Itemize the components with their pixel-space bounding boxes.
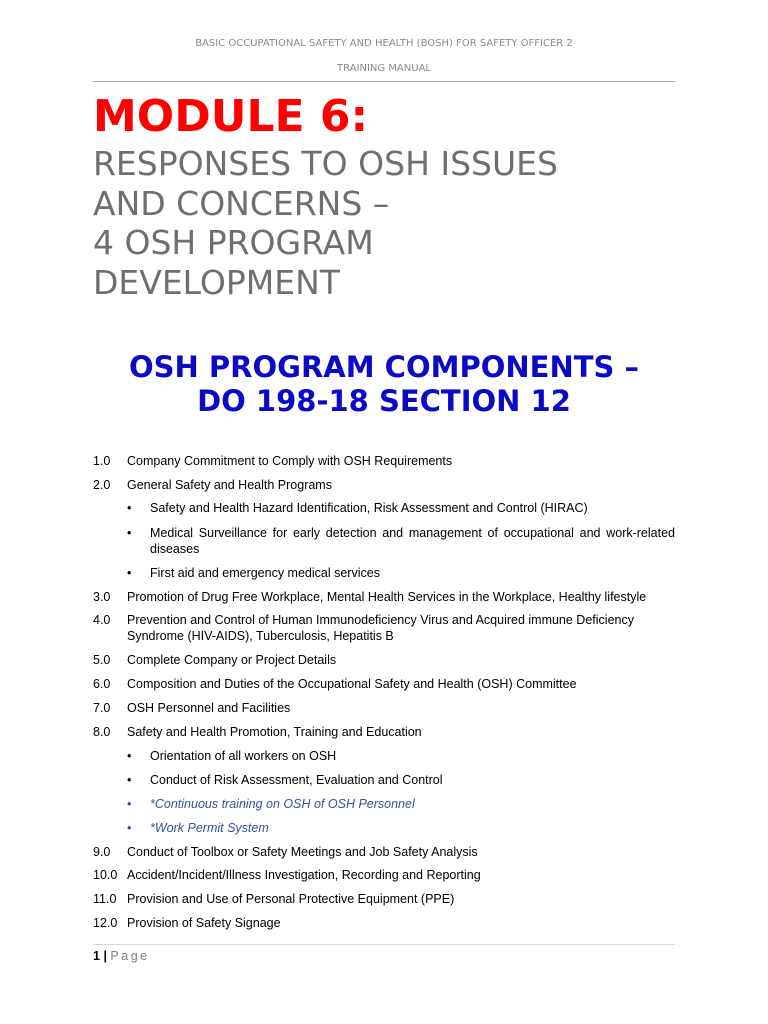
bullet-icon: • <box>127 821 132 835</box>
item-number: 10.0 <box>93 868 118 882</box>
item-number: 8.0 <box>93 725 111 739</box>
page-label: Page <box>110 949 150 963</box>
item-text: Provision and Use of Personal Protective Equipment (PPE) <box>127 892 455 906</box>
item-text: OSH Personnel and Facilities <box>127 701 291 715</box>
section-title <box>93 350 675 418</box>
module-subtitle-line: 4 OSH PROGRAM <box>93 223 374 262</box>
bullet-icon: • <box>127 773 132 787</box>
sub-item-text: First aid and emergency medical services <box>150 566 380 580</box>
sub-item-text: Safety and Health Hazard Identification, Risk Assessment and Control (HIRAC) <box>150 501 588 515</box>
sub-item-text: Medical Surveillance for early detection and management of occupational and work-related diseases <box>150 526 675 556</box>
sub-item-text: Conduct of Risk Assessment, Evaluation and Control <box>150 773 443 787</box>
item-number: 11.0 <box>93 892 117 906</box>
module-subtitle-line: DEVELOPMENT <box>93 262 340 302</box>
footer-separator: | <box>103 949 107 963</box>
page-footer <box>93 948 150 964</box>
item-text: Composition and Duties of the Occupational Safety and Health (OSH) Committee <box>127 677 577 691</box>
sub-item-text: *Continuous training on OSH of OSH Personnel <box>150 797 415 811</box>
sub-item-text: *Work Permit System <box>150 821 269 835</box>
module-subtitle-line: AND CONCERNS – <box>93 183 390 223</box>
section-title-line: DO 198-18 SECTION 12 <box>197 384 571 418</box>
item-text: Prevention and Control of Human Immunodeficiency Virus and Acquired immune Deficiency Syndrome (HIV-AIDS), Tuberculosis, Hepatitis B <box>127 613 634 643</box>
bullet-icon: • <box>127 749 132 763</box>
item-number: 9.0 <box>93 845 111 859</box>
bullet-icon: • <box>127 526 132 540</box>
item-text: Safety and Health Promotion, Training and Education <box>127 725 422 739</box>
header-line-2: TRAINING MANUAL <box>337 63 431 74</box>
item-number: 2.0 <box>93 478 111 492</box>
item-text: Conduct of Toolbox or Safety Meetings and Job Safety Analysis <box>127 845 478 859</box>
page-number: 1 <box>93 949 100 963</box>
item-number: 5.0 <box>93 653 111 667</box>
item-number: 6.0 <box>93 677 111 691</box>
item-number: 7.0 <box>93 701 111 715</box>
bullet-icon: • <box>127 566 132 580</box>
item-text: Accident/Incident/Illness Investigation, Recording and Reporting <box>127 868 481 882</box>
item-number: 1.0 <box>93 454 111 468</box>
section-title-line: OSH PROGRAM COMPONENTS – <box>129 350 639 384</box>
module-subtitle-line: RESPONSES TO OSH ISSUES <box>93 144 558 183</box>
item-text: Company Commitment to Comply with OSH Requirements <box>127 454 453 468</box>
item-number: 3.0 <box>93 590 111 604</box>
bullet-icon: • <box>127 797 132 811</box>
module-title: MODULE 6: <box>93 91 369 142</box>
module-subtitle <box>93 144 673 302</box>
header-line-1: BASIC OCCUPATIONAL SAFETY AND HEALTH (BOSH) FOR SAFETY OFFICER 2 <box>195 38 573 49</box>
header-divider <box>93 81 675 82</box>
item-text: Provision of Safety Signage <box>127 916 281 930</box>
item-number: 4.0 <box>93 613 111 627</box>
item-text: Complete Company or Project Details <box>127 653 337 667</box>
sub-item-text: Orientation of all workers on OSH <box>150 749 337 763</box>
item-text: General Safety and Health Programs <box>127 478 332 492</box>
footer-divider <box>93 944 675 945</box>
bullet-icon: • <box>127 501 132 515</box>
item-number: 12.0 <box>93 916 118 930</box>
item-text: Promotion of Drug Free Workplace, Mental Health Services in the Workplace, Healthy lifestyle <box>127 590 647 604</box>
